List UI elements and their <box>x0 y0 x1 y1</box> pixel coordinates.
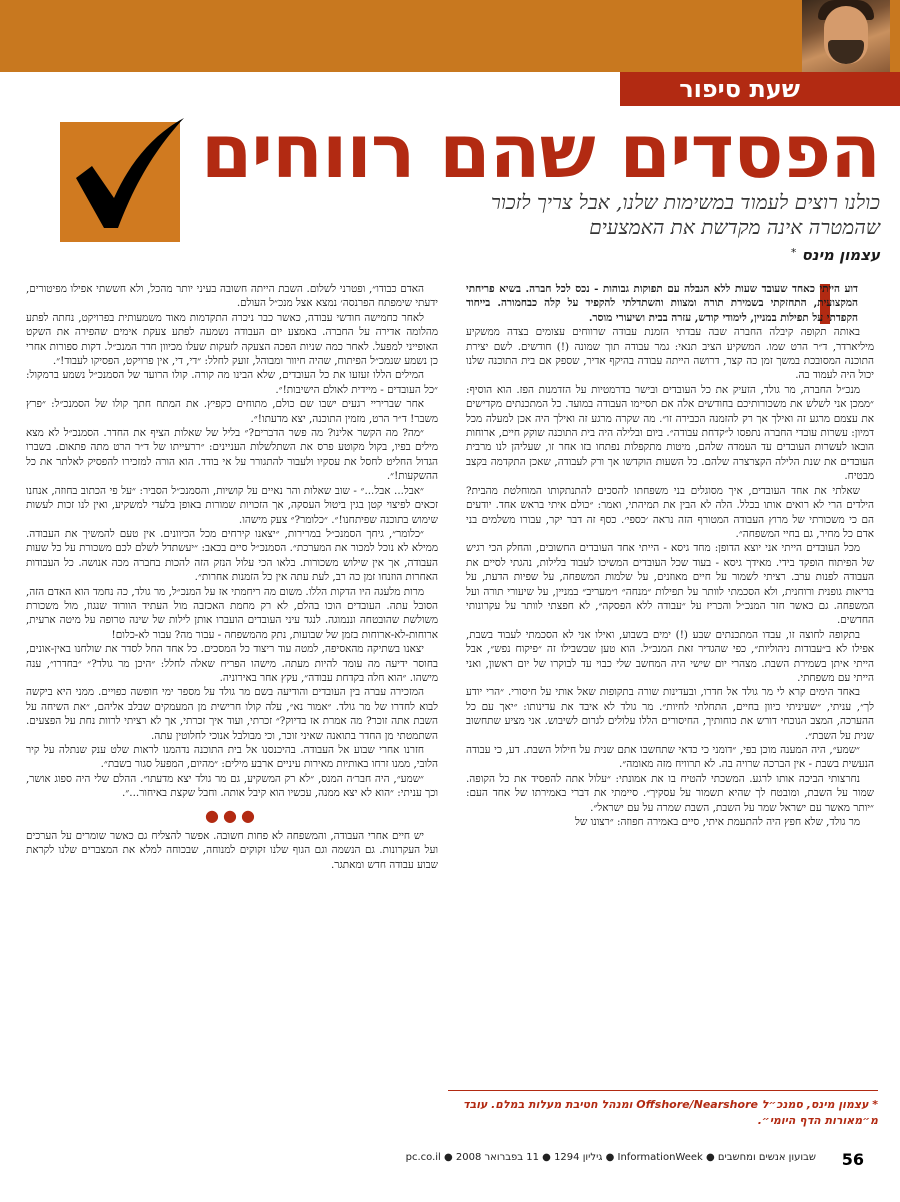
author-byline <box>420 246 880 264</box>
closing-paragraph: יש חיים אחרי העבודה, והמשפחה לא פחות חשובה. אפשר להצליח גם כאשר שומרים על הערכים ועל העקרונות. גם הנשמה וגם הגוף שלנו זקוקים למנוחה, שבכוחה למלא את המצברים שלנו לקראת שבוע עבודה חדש ומאתגר. <box>26 830 438 871</box>
author-name: עצמון מינס <box>801 246 880 264</box>
page-number: 56 <box>841 1150 864 1169</box>
article-subtitle <box>300 190 880 240</box>
article-column-left <box>26 282 438 872</box>
paragraph: בתקופה לחוצה זו, עבדו המתכנתים שבע (!) ימים בשבוע, ואילו אני לא הסכמתי לעבוד בשבת, אפילו לא ב״עבודות ניהוליות״, כפי שהגדיר זאת המנכ״ל. הוא טען שבשבילו זה ״פיקוח נפש״, אבל הייתי איתן בשמירת השבת. מצהרי יום שישי היה המחשב שלי כבוי עד לבוקרו של יום ראשון, ואני הייתי עם משפחתי. <box>466 628 874 684</box>
checkmark-icon <box>60 122 180 242</box>
paragraph: באחד הימים קרא לי מר גולד אל חדרו, ובעדינות שורה בתקופות שאל אותי על חיסורי. ״הרי יודע לך״, עניתי, ״שעיניתי כיוון בחיים, התחלתי לחיות״. מר גולד לא איבד את עדינותו: ״יאך עם כל ההערכה, המצב הנוכחי דורש את כוחותיך, החיסורים הללו עלולים לגרום לשיבוש. אני מציע שתחשוב שנית על השבת״. <box>466 686 874 742</box>
author-photo <box>802 0 890 72</box>
paragraph: שאלתי את אחד העובדים, איך מסוגלים בני משפחתו להסכים להתנתקותו המוחלטת מהבית? הילדים הרי לא רואים אותו בכלל. הלה לא הבין את תמיהתי, ואמר: ״כולם איתי בראש אחד. יודעים הם כי משכורתי של מרוץ העבודה המטורף הזה נראה ׳כספי׳. כסף זה דבר יקר, עבורו משלמים בני אדם כל מחיר, גם בחיי המשפחה״. <box>466 484 874 540</box>
paragraph: חזרנו אחרי שבוע אל העבודה. בהיכנסנו אל בית התוכנה נדהמנו לראות שלט ענק שנתלה על קיר הלובי, ממנו זרחו באותיות מאירות עיניים ארבע מילים: ״מהיום, המפעל סגור בשבת״. <box>26 744 438 771</box>
paragraph: ״כלומר״, גיחך הסמנכ״ל במרירות, ״יצאנו קירחים מכל הכיוונים. אין טעם להמשיך את העבודה. ממילא לא נוכל למכור את המערכת״. הסמנכ״ל סיים בכאב: ״יעשתדל לשלם לכם משכורת על כל שעות העבודה, אך אין שילוש משכורות. בלאו הכי עלול הנזק הזה להכות בחברה מכה אנושה. כל העבודות האחרות הוזנחו זמן כה רב, לעת עתה אין כל הזמנות אחרות״. <box>26 527 438 584</box>
paragraph: לאחר כחמישה חודשי עבודה, כאשר כבר ניכרה התקדמות מאוד משמעותית בפרויקט, נחתה לפתע מהלומה אדירה על החברה. באמצע יום העבודה נשמעה לפתע צעקת אימים שהפירה את השקט האופייני למפעל. לאחר כמה שניות הפכה הצעקה לזעקות שעלו מכיוון חדר המנכ״ל. דקות ספורות אחרי כן נשמע שנמכ״ל הפיתוח, שהיה חיוור ומבוהל, זועק לחלל: ״די, די, אין פרויקט, הפסיקו לעבוד!״. <box>26 311 438 368</box>
paragraph: המזכירה עברה בין העובדים והודיעה בשם מר גולד על מספר ימי חופשה כפויים. ממני היא ביקשה לבוא לחדרו של מר גולד. ״אמור נא״, עלה קולו חרישית מן המעמקים שבלב אליהם, ״את השיחה על השבת אתה זוכר? מה אמרת אז בדיוק?״ זכרתי, ועוד איך זכרתי, אך לא רציתי לרוות נחת על הפצעים. השתמטתי מן החדר בתואנה שאיני זוכר, וכי מבולבל אנוכי לחלוטין עתה. <box>26 686 438 742</box>
paragraph: מכל העובדים הייתי אני יוצא הדופן: מחד גיסא - הייתי אחד העובדים החשובים, והחלק הכי רגיש של הפיתוח הופקד בידי. מאידך גיסא - בעוד שכל העובדים המשיכו לעבוד בלילות, נהגתי לסיים את העבודה לפנות ערב. רציתי לשמור על חיים מאוזנים, על שלמות המשפחה, על שפיות הדעת, על בריאות גופנית ורוחנית, ולא הסכמתי לוותר על תפילות ״מנחה״ ו״מעריב״ במניין, על שיעורי תורה ועל המשפחה. גם כאשר חזר המנכ״ל והכריז על ״עבודה ללא הפסקה״, לא חפצתי לוותר על עקרונותי החדשים. <box>466 542 874 627</box>
article-title: הפסדים שהם רווחים <box>200 109 880 195</box>
paragraph: ״מה? מה הקשר אלינו? מה פשר הדברים?״ בליל של שאלות הציף את החדר. הסמנכ״ל לא מצא מילים בפיו, בקול מקוטע פרס את השתלשלות העניינים: ״ררעייתו של ד״ר הרט מתה פתאום. בשברו הגדול החליט לחסל את עסקיו ולעבור להתגורר על אי בודד. הוא הורה למזכירו להפסיק לאלתר את כל ההשקעות!״. <box>26 427 438 483</box>
lead-paragraph: דוע הייתי כאחד שעובד שעות ללא הגבלה עם תפוקות גבוהות - נכס לכל חברה. בשיא פריחתי המקצועית, התחזקתי בשמירת תורה ומצוות והשתדלתי להקפיד על קלה כבחמורה. בייחוד הקפדתי על תפילות במניין, לימודי קודש, עזרה בבית ושיעורי מוסר. <box>466 283 858 324</box>
paragraph: ״שמע״, היה חבר׳ה המנס, ״לא רק המשקיע, גם מר גולד יצא מדעתו״. ההלם שלי היה ספוג אושר, וכך עניתי: ״הוא לא יצא ממנה, עכשיו הוא קיבל אותה. וחבל שקצת באיחור...״. <box>26 772 438 800</box>
paragraph: נחרצותי הביכה אותו לרגע. המשכתי להטיח בו את אמונתי: ״עלול אתה להפסיד את כל הקופה. שמור על השבת, ומובטח לך שהיא תשמור על עסקיך״. סיימתי את דברי באמירתו של אחד העם: ״יותר מאשר עם ישראל שמר על השבת, השבת שמרה על עם ישראל״. <box>466 772 874 814</box>
paragraph: האדם כבודו״, ופטרני לשלום. השבת הייתה חשובה בעיני יותר מהכל, ולא חששתי אפילו מפיטורים, ידעתי שימפתח הפרנסה׳ נמצא אצל מנכ״ל העולם. <box>26 283 438 310</box>
section-divider-dots: ●●● <box>205 805 259 825</box>
paragraph: באותה תקופה קיבלה החברה שבה עבדתי הזמנת עבודה שרווחים עצומים בצדה ממשקיע מיליארדר, ד״ר הרט שמו. המשקיע הציב תנאי: גמר עבודה תוך שמונה (!) חודשים. לשם יצירת התוכנה המסובכת במשך זמן כה קצר, דרושה הייתה עבודה בהיקף אדיר, שספק אם בית התוכנה שלנו יכול היה לעמוד בה. <box>466 326 874 382</box>
publication-info: שבועון אנשים ומחשבים ● InformationWeek ● גיליון 1294 ● 11 בפברואר 2008 ● pc.co.il <box>405 1152 816 1163</box>
article-column-right <box>466 282 874 829</box>
paragraph: ״שמע״, היה המענה מוכן בפי, ״דומני כי כדאי שתחשבו אתם שנית על חילול השבת. דע, כי עבודה הנעשית בשבת - אין הברכה שרויה בה. לא תרוויח מזה מאומה״. <box>466 744 874 771</box>
top-banner <box>0 0 900 72</box>
paragraph: מר גולד, שלא חפץ היה להתעמת איתי, סיים באמירה חפוזה: ״רצונו של <box>575 816 860 829</box>
paragraph: מרות מלעגה היו הדקות הללו. משום מה ריחמתי אז על המנכ״ל, מר גולד, כה נחמד הוא האדם הזה, הסובל עתה. העובדים הוכו בהלם, לא רק מחמת האכזבה מול העתיד הוורוד שנגוז, מול משכורת משולשת שהובטחה וננמוגה. לנגד עיני העובדים הועברו אותן לילות של שינה טרופה על מיטה ארעית, ארוחות-לא-ארוחות בזמן של שבועות, נתק מהמשפחה - עבור מה? עבור לא-כלום! <box>26 585 438 641</box>
paragraph: המילים הללו זעזעו את כל העובדים, שלא הבינו מה קורה. קולו הרועד של הסמנכ״ל נשמע ברמקול: ״כל העובדים - מיידית לאולם הישיבות!״. <box>26 369 438 396</box>
subtitle-line-2: שהמטרה אינה מקדשת את האמצעים <box>589 215 880 239</box>
paragraph: אחר שבריריי רגעים ישבו שם כולם, מתוחים כקפיץ. את המתח חתך קולו של הסמנכ״ל: ״פרץ משבר! ד״ר הרט, מזמין התוכנה, יצא מדעתו!״. <box>26 398 438 425</box>
author-mark: * <box>790 246 797 259</box>
author-footnote: * עצמון מינס, סמנכ״ל Offshore/Nearshore ומנהל חטיבת מעלות במלם. עובד מ״מאורות הדף היומי״. <box>448 1090 878 1129</box>
paragraph: ״אבל... אבל...״ - שוב שאלות והר נאיים על קושיות, והסמנכ״ל הסביר: ״על פי הכתוב בחוזה, אנחנו זכאים לפיצוי קטן בגין ביטול העסקה, אך הזכויות שמורות באופן בלעדי למשקיע, ואין לנו זכות לעשות שימוש בתוכנה שפיתחנו!״. ״כלומר?״ צעק מישהו. <box>26 484 438 526</box>
page-footer <box>0 1150 900 1174</box>
paragraph: מנכ״ל החברה, מר גולד, הזעיק את כל העובדים ובישר בדרמטיות על הזדמנות הפז. הוא הוסיף: ״ממכן אני לשלש את משכורותיכם בחודשים אלה אם תסיימו העבודה במועד. כל המתכנתים מקדישים את עצמם מרגע זה ואילך אך רק להזמנה הכבירה זו״. מה שקרה מרגע זה ואילך היה אכן למעלה מכל דמיון: עשרות עובדי החברה נתפסו ל״קדחת עבודה״. ביום ובלילה היה בית התוכנה שוקק חיים, ארוחות הובאו לעשרות העובדים עד העמדה שלהם, מיטות מתקפלות נפתחו בזו אחר זו, שעליהן לנו מרבית העובדים את שנת הלילה הקצרצרה שלהם. כל השעות הוקדשו אך ורק לעבודה, שאכן התקדמה בקצב מבטיח. <box>466 383 874 483</box>
section-label: שעת סיפור <box>620 72 900 106</box>
paragraph: יצאנו בשתיקה מהאסיפה, למטה עוד ריצוד כל המסכים. כל אחד החל לסדר את שולחנו באין-אונים, בחוסר ידיעה מה עומד להיות מעתה. מישהו הפריח שאלה לחלל: ״היכן מר גולד?״ ״בחדרו״, ענה מישהו. ״הוא חלה בקדחת עבודה״, עקץ אחר באירוניה. <box>26 643 438 684</box>
subtitle-line-1: כולנו רוצים לעמוד במשימות שלנו, אבל צריך לזכור <box>490 190 880 214</box>
